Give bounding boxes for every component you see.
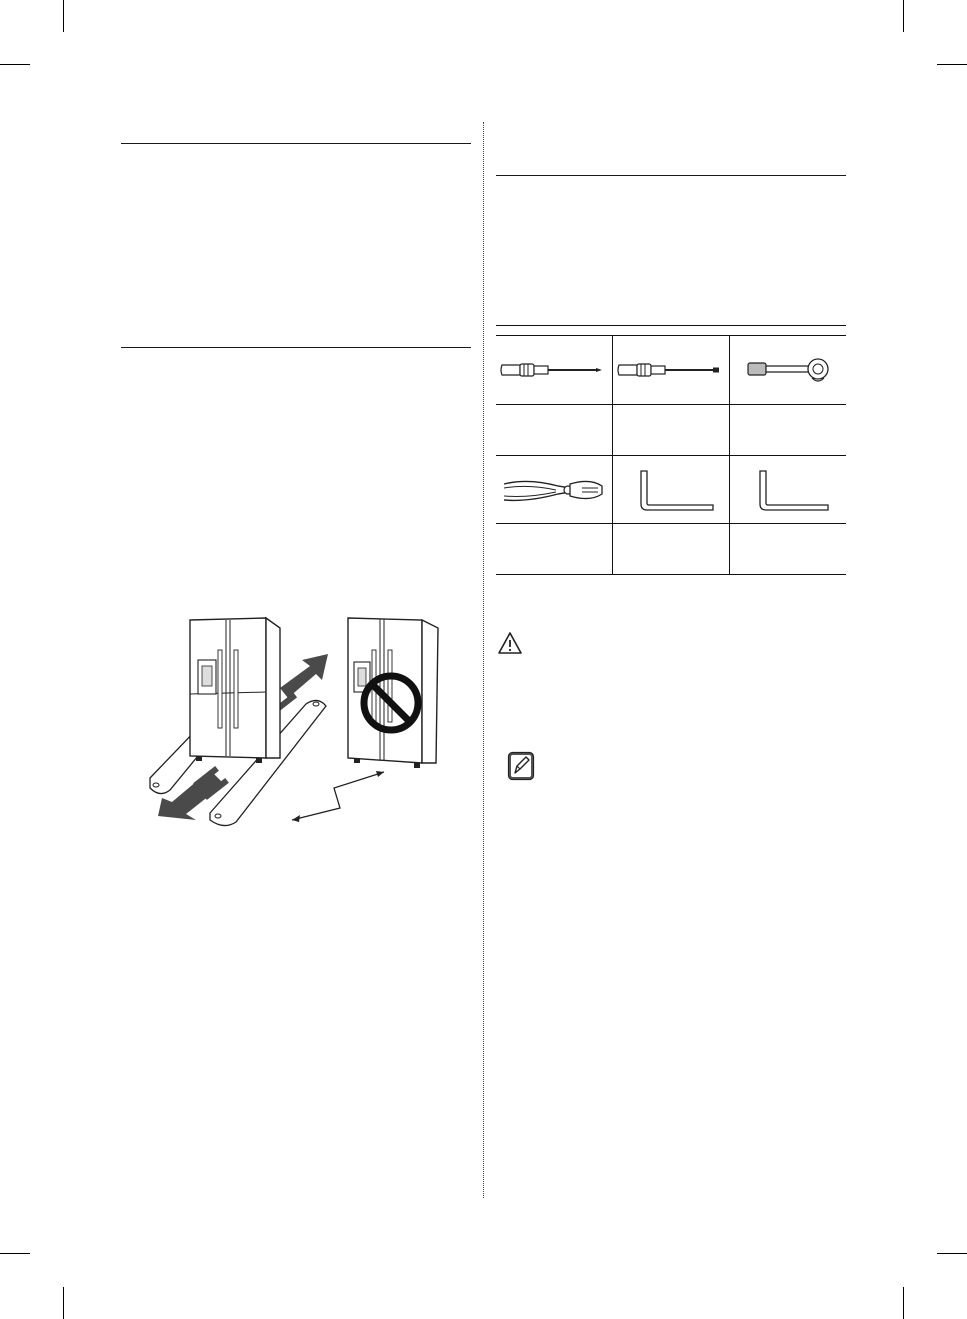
zigzag-arrow-icon: [292, 771, 384, 822]
pliers-icon: [498, 468, 610, 512]
arrow-icon: [280, 654, 328, 698]
column-divider: [483, 122, 484, 1198]
table-rule: [496, 455, 846, 456]
table-rule: [496, 335, 846, 336]
crop-mark: [937, 64, 967, 65]
table-rule: [496, 325, 846, 326]
pencil-note-icon: [507, 751, 535, 781]
tools-table: [496, 325, 846, 575]
hex-key-icon: [732, 465, 844, 515]
refrigerator: [190, 618, 280, 763]
table-rule: [496, 574, 846, 575]
crop-mark: [63, 1287, 64, 1319]
crop-mark: [903, 0, 904, 32]
flat-screwdriver-icon: [615, 355, 727, 385]
crop-mark: [903, 1287, 904, 1319]
table-rule: [496, 523, 846, 524]
section-rule: [121, 143, 471, 144]
hex-key-icon: [615, 465, 727, 515]
phillips-screwdriver-icon: [498, 355, 610, 385]
table-rule: [496, 404, 846, 405]
table-rule: [729, 335, 730, 574]
crop-mark: [63, 0, 64, 32]
crop-mark: [937, 1253, 967, 1254]
refrigerator-moving-illustration: [140, 608, 450, 838]
table-rule: [612, 335, 613, 574]
section-rule: [121, 347, 471, 348]
socket-wrench-icon: [732, 351, 844, 391]
refrigerator: [348, 618, 438, 768]
warning-triangle-icon: [497, 631, 523, 655]
crop-mark: [0, 1253, 30, 1254]
section-rule: [496, 175, 846, 176]
crop-mark: [0, 64, 30, 65]
